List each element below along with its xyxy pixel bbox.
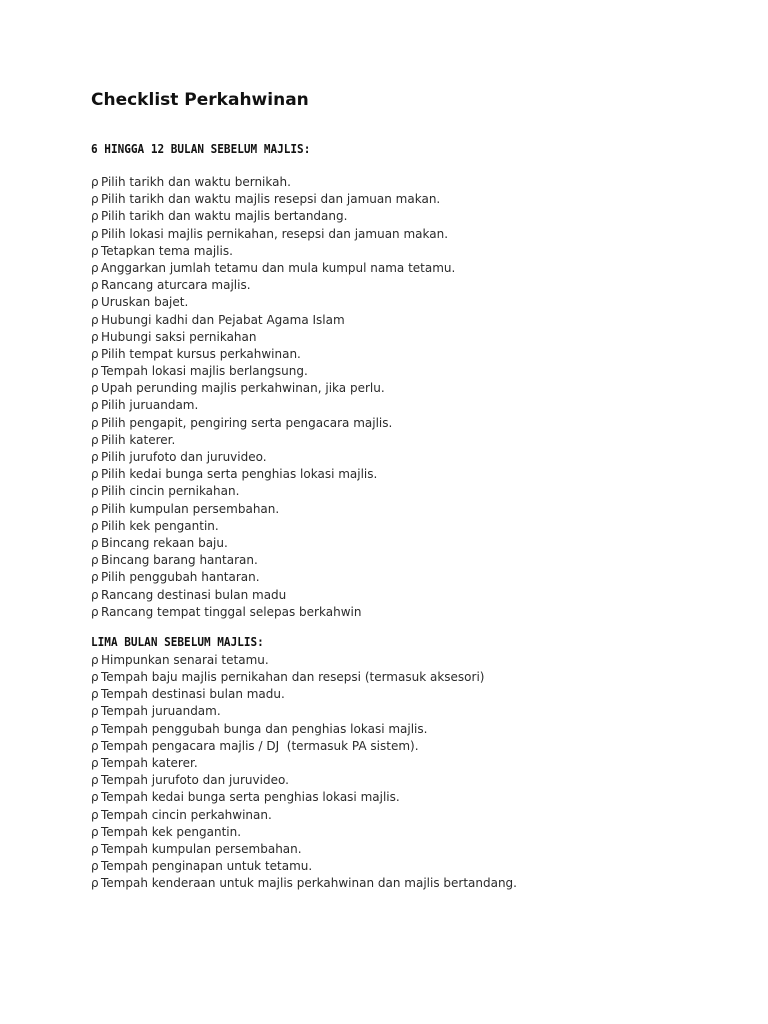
bullet-icon: ρ [91,467,99,482]
bullet-icon: ρ [91,312,99,327]
bullet-icon: ρ [91,484,99,499]
checklist-item [91,312,731,329]
checklist-item-text: Pilih tempat kursus perkahwinan. [101,346,301,361]
bullet-icon: ρ [91,398,99,413]
checklist-item-text: Tempah katerer. [101,756,198,770]
bullet-icon: ρ [91,773,99,788]
checklist-item [91,789,731,806]
checklist-item-text: Tempah juruandam. [101,704,221,719]
bullet-icon: ρ [91,807,99,822]
bullet-icon: ρ [91,415,99,430]
checklist-item [91,243,731,260]
checklist-item [91,652,731,669]
checklist-item [91,380,731,397]
bullet-icon: ρ [91,535,99,550]
bullet-icon: ρ [91,841,99,856]
bullet-icon: ρ [91,652,99,667]
document-page [91,88,731,893]
checklist-item-text: Tempah pengacara majlis / DJ (termasuk PA sistem). [101,738,419,753]
checklist-item-text: Pilih tarikh dan waktu majlis bertandang. [101,209,348,224]
bullet-icon: ρ [91,876,99,891]
checklist-item-text: Bincang barang hantaran. [101,553,258,568]
section-5-months [91,634,731,893]
checklist-item-text: Tempah lokasi majlis berlangsung. [101,364,308,379]
checklist-item [91,226,731,243]
bullet-icon: ρ [91,553,99,568]
checklist-item-text: Pilih kedai bunga serta penghias lokasi majlis. [101,467,378,482]
checklist-item-text: Bincang rekaan baju. [101,535,228,550]
bullet-icon: ρ [91,570,99,585]
checklist-item [91,875,731,892]
checklist-item-text: Pilih cincin pernikahan. [101,484,240,499]
bullet-icon: ρ [91,518,99,533]
checklist-item-text: Rancang aturcara majlis. [101,278,251,293]
checklist-item-text: Pilih pengapit, pengiring serta pengacara majlis. [101,415,393,430]
checklist-item [91,738,731,755]
section-heading: 6 HINGGA 12 BULAN SEBELUM MAJLIS: [91,142,311,156]
checklist-item-text: Tempah penginapan untuk tetamu. [101,859,313,874]
bullet-icon: ρ [91,381,99,396]
checklist-item-text: Hubungi saksi pernikahan [101,329,257,344]
bullet-icon: ρ [91,687,99,702]
checklist-item-text: Tempah destinasi bulan madu. [101,687,285,702]
checklist-item-text: Uruskan bajet. [101,295,189,310]
checklist-item-text: Rancang tempat tinggal selepas berkahwin [101,604,362,619]
bullet-icon: ρ [91,704,99,719]
checklist-item [91,807,731,824]
checklist-item [91,329,731,346]
bullet-icon: ρ [91,670,99,685]
bullet-icon: ρ [91,432,99,447]
checklist-item-text: Tempah cincin perkahwinan. [101,807,272,822]
checklist [91,174,731,621]
checklist-item [91,397,731,414]
checklist-item [91,191,731,208]
checklist-item-text: Tempah kedai bunga serta penghias lokasi majlis. [101,790,400,805]
bullet-icon: ρ [91,209,99,224]
bullet-icon: ρ [91,278,99,293]
checklist-item [91,721,731,738]
bullet-icon: ρ [91,501,99,516]
bullet-icon: ρ [91,346,99,361]
checklist-item [91,535,731,552]
checklist-item [91,858,731,875]
checklist-item [91,208,731,225]
checklist-item [91,466,731,483]
checklist-item [91,772,731,789]
bullet-icon: ρ [91,260,99,275]
checklist-item-text: Tempah jurufoto dan juruvideo. [101,773,289,788]
bullet-icon: ρ [91,175,99,189]
checklist-item [91,501,731,518]
bullet-icon: ρ [91,192,99,207]
section-heading: LIMA BULAN SEBELUM MAJLIS: [91,634,264,649]
checklist-item-text: Tetapkan tema majlis. [101,243,233,258]
bullet-icon: ρ [91,721,99,736]
checklist-item [91,363,731,380]
checklist-item [91,174,731,191]
checklist-item-text: Pilih katerer. [101,432,176,447]
page-title: Checklist Perkahwinan [91,90,309,110]
checklist-item [91,277,731,294]
checklist-item [91,569,731,586]
checklist-item [91,824,731,841]
checklist-item-text: Anggarkan jumlah tetamu dan mula kumpul nama tetamu. [101,260,456,275]
checklist-item-text: Himpunkan senarai tetamu. [101,652,269,667]
checklist-item-text: Pilih juruandam. [101,398,199,413]
checklist-item-text: Tempah kenderaan untuk majlis perkahwinan dan majlis bertandang. [101,876,517,891]
checklist-item-text: Tempah baju majlis pernikahan dan resepsi (termasuk aksesori) [101,670,485,685]
checklist-item [91,432,731,449]
bullet-icon: ρ [91,790,99,805]
checklist-item [91,841,731,858]
bullet-icon: ρ [91,364,99,379]
bullet-icon: ρ [91,824,99,839]
checklist-item-text: Tempah kumpulan persembahan. [101,841,302,856]
checklist-item [91,260,731,277]
checklist-item-text: Pilih penggubah hantaran. [101,570,260,585]
bullet-icon: ρ [91,450,99,464]
checklist-item [91,518,731,535]
bullet-icon: ρ [91,243,99,258]
bullet-icon: ρ [91,329,99,344]
checklist-item [91,686,731,703]
checklist-item-text: Tempah kek pengantin. [101,824,242,839]
checklist-item-text: Pilih jurufoto dan juruvideo. [101,450,267,464]
checklist-item-text: Pilih kek pengantin. [101,518,219,533]
checklist-item [91,415,731,432]
checklist-item [91,669,731,686]
checklist-item-text: Pilih kumpulan persembahan. [101,501,280,516]
checklist-item-text: Pilih lokasi majlis pernikahan, resepsi dan jamuan makan. [101,226,449,241]
checklist-item [91,755,731,772]
checklist-item [91,552,731,569]
bullet-icon: ρ [91,295,99,310]
checklist-item-text: Tempah penggubah bunga dan penghias lokasi majlis. [101,721,428,736]
bullet-icon: ρ [91,587,99,602]
checklist-item-text: Hubungi kadhi dan Pejabat Agama Islam [101,312,345,327]
checklist-item [91,587,731,604]
checklist-item [91,449,731,466]
checklist-item-text: Upah perunding majlis perkahwinan, jika perlu. [101,381,385,396]
bullet-icon: ρ [91,226,99,241]
section-6-12-months [91,141,731,621]
checklist-item [91,483,731,500]
bullet-icon: ρ [91,756,99,770]
checklist-item-text: Pilih tarikh dan waktu bernikah. [101,175,291,189]
bullet-icon: ρ [91,738,99,753]
checklist-item [91,294,731,311]
checklist-item [91,604,731,621]
checklist [91,652,731,893]
checklist-item [91,703,731,720]
checklist-item-text: Rancang destinasi bulan madu [101,587,287,602]
bullet-icon: ρ [91,859,99,874]
checklist-item-text: Pilih tarikh dan waktu majlis resepsi dan jamuan makan. [101,192,441,207]
bullet-icon: ρ [91,604,99,619]
checklist-item [91,346,731,363]
